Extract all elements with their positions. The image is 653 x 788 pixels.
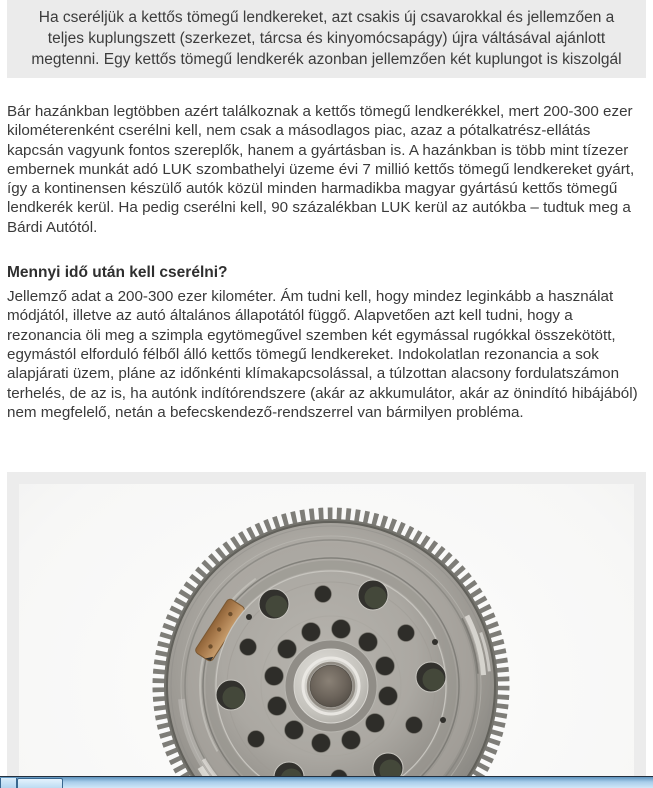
article-image-frame xyxy=(7,472,646,788)
flywheel-photo xyxy=(19,484,634,788)
flywheel-image xyxy=(19,484,634,788)
center-hub xyxy=(285,640,377,732)
intro-highlight-text: Ha cseréljük a kettős tömegű lendkereket, azt csakis új csavarokkal és jellemzően a teljes kuplungszett (szerkezet, tárcsa és kinyomócsapágy) újra váltásával ajánlott megtenni. Egy kettős tömegű lendkerék azonban jellemzően két kuplungot is kiszolgál xyxy=(31,9,622,68)
intro-highlight-box xyxy=(7,0,646,78)
section-heading-replacement-interval: Mennyi idő után kell cserélni? xyxy=(7,264,228,282)
scrollbar-thumb[interactable] xyxy=(17,778,63,788)
horizontal-scrollbar[interactable] xyxy=(0,776,653,788)
scroll-left-button[interactable] xyxy=(0,778,17,788)
paragraph-luk-production: Bár hazánkban legtöbben azért találkoznak a kettős tömegű lendkerékkel, mert 200-300 ezer kilométerenként cserélni kell, nem csak a másodlagos piac, azaz a pótalkatrész-ellátás kapcsán vagyunk fontos szereplők, hanem a gyártásban is. A hazánkban is több mint tízezer embernek munkát adó LUK szombathelyi üzeme évi 7 millió kettős tömegű lendkereket gyárt, így a kontinensen készülő autók közül minden harmadikba magyar gyártású kettős tömegű lendkerék kerül. Ha pedig cserélni kell, 90 százalékban LUK kerül az autókba – tudtuk meg a Bárdi Autótól. xyxy=(7,103,635,236)
paragraph-replacement-interval: Jellemző adat a 200-300 ezer kilométer. Ám tudni kell, hogy mindez leginkább a használat módjától, illetve az autó általános állapotától függő. Alapvetően azt kell tudni, hogy a rezonancia öli meg a szimpla egytömegűvel szemben két egymással rugókkal összekötött, egymástól elforduló félből álló kettős tömegű lendkereket. Indokolatlan rezonancia a sok alapjárati üzem, pláne az időnkénti klímakapcsolással, a túlzottan alacsony fordulatszámon terhelés, de az is, ha autónk indítórendszere (akár az akkumulátor, akár az önindító hibájából) nem megfelelő, netán a befecskendező-rendszerrel van bármilyen probléma. xyxy=(7,288,638,421)
